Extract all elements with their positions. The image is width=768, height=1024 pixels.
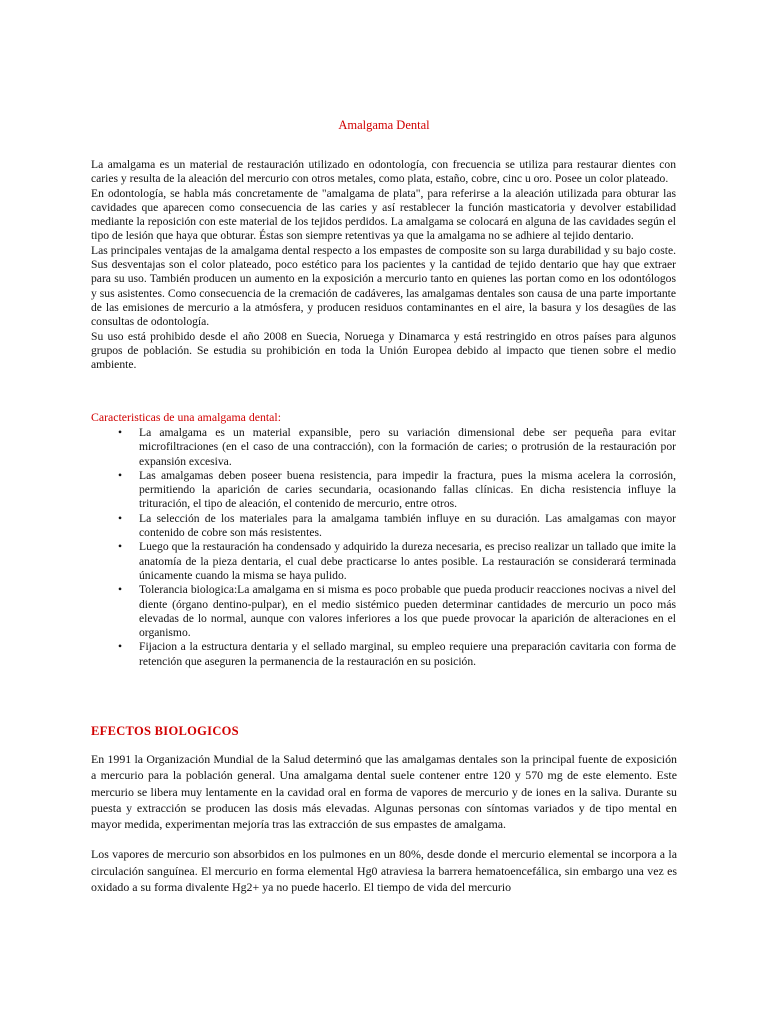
bullet-icon: •	[117, 426, 123, 439]
effects-section	[91, 751, 677, 895]
list-item	[91, 426, 676, 469]
bullet-icon: •	[117, 468, 123, 482]
list-item	[91, 640, 676, 669]
list-item-text: La amalgama es un material expansible, pero su variación dimensional debe ser pequeña para evitar microfiltraciones (en el caso de una contracción), con la formación de caries; o protrusión de la restauración por expansión excesiva.	[139, 426, 676, 468]
list-item	[91, 540, 676, 583]
bullet-icon: •	[117, 511, 123, 525]
bullet-icon: •	[117, 583, 123, 597]
bullet-icon: •	[117, 540, 123, 554]
intro-section	[91, 158, 676, 372]
list-item-text: Las amalgamas deben poseer buena resistencia, para impedir la fractura, pues la misma acelera la corrosión, permitiendo la aparición de caries secundaria, ocasionando fallas clínicas. En dicha resistencia influye la trituración, el tipo de aleación, el contenido de mercurio, entre otros.	[139, 468, 676, 511]
intro-paragraph: Su uso está prohibido desde el año 2008 en Suecia, Noruega y Dinamarca y está restringido en otros países para algunos grupos de población. Se estudia su prohibición en toda la Unión Europea debido al impacto que tienen sobre el medio ambiente.	[91, 329, 676, 372]
intro-paragraph: Las principales ventajas de la amalgama dental respecto a los empastes de composite son su larga durabilidad y su bajo coste. Sus desventajas son el color plateado, poco estético para los pacientes y la cantidad de tejido dentario que hay que extraer para su uso. También producen un aumento en la exposición a mercurio tanto en quienes las portan como en los odontólogos y sus asistentes. Como consecuencia de la cremación de cadáveres, las amalgamas dentales son causa de una parte importante de las emisiones de mercurio a la atmósfera, y producen residuos contaminantes en el aire, la basura y los desagües de las consultas de odontología.	[91, 243, 676, 329]
effects-heading: EFECTOS BIOLOGICOS	[91, 724, 239, 738]
list-item	[91, 469, 676, 512]
bullet-icon: •	[117, 640, 123, 654]
characteristics-heading: Caracteristicas de una amalgama dental:	[91, 410, 281, 424]
list-item-text: La selección de los materiales para la amalgama también influye en su duración. Las amalgamas con mayor contenido de cobre son más resistentes.	[139, 511, 676, 540]
list-item	[91, 583, 676, 640]
document-title: Amalgama Dental	[338, 118, 430, 132]
list-item-text: Tolerancia biologica:La amalgama en si misma es poco probable que pueda producir reacciones nocivas a nivel del diente (órgano dentino-pulpar), en el medio sistémico pueden determinar cantidades de mercurio un poco más elevadas de lo normal, aunque con valores inferiores a los que puede provocar la aparición de alteraciones en el organismo.	[139, 583, 676, 640]
list-item	[91, 512, 676, 541]
list-item-text: Luego que la restauración ha condensado y adquirido la dureza necesaria, es preciso realizar un tallado que imite la anatomía de la pieza dentaria, el cual debe practicarse lo antes posible. La restauración se considerará terminada únicamente cuando la misma se haya pulido.	[139, 540, 676, 582]
characteristics-list	[91, 426, 676, 669]
intro-paragraph: La amalgama es un material de restauración utilizado en odontología, con frecuencia se utiliza para restaurar dientes con caries y resulta de la aleación del mercurio con otros metales, como plata, estaño, cobre, cinc u oro. Posee un color plateado.	[91, 158, 676, 186]
list-item-text: Fijacion a la estructura dentaria y el sellado marginal, su empleo requiere una preparación cavitaria con forma de retención que aseguren la permanencia de la restauración en su posición.	[139, 640, 676, 668]
intro-paragraph: En odontología, se habla más concretamente de "amalgama de plata", para referirse a la aleación utilizada para obturar las cavidades que aparecen como consecuencia de las caries y así restablecer la función masticatoria y devolver estabilidad mediante la reposición con este material de los tejidos perdidos. La amalgama se colocará en alguna de las cavidades según el tipo de lesión que haya que obturar. Éstas son siempre retentivas ya que la amalgama no se adhiere al tejido dentario.	[91, 186, 676, 243]
effects-paragraph: Los vapores de mercurio son absorbidos en los pulmones en un 80%, desde donde el mercurio elemental se incorpora a la circulación sanguínea. El mercurio en forma elemental Hg0 atraviesa la barrera hematoencefálica, sin embargo una vez es oxidado a su forma divalente Hg2+ ya no puede hacerlo. El tiempo de vida del mercurio	[91, 847, 677, 895]
effects-paragraph: En 1991 la Organización Mundial de la Salud determinó que las amalgamas dentales son la principal fuente de exposición a mercurio para la población general. Una amalgama dental suele contener entre 120 y 570 mg de este elemento. Este mercurio se libera muy lentamente en la cavidad oral en forma de vapores de mercurio y de iones en la saliva. Durante su puesta y extracción se producen las dosis más elevadas. Algunas personas con síntomas variados y de tipo mental en mayor medida, experimentan mejoría tras las extracción de sus empastes de amalgama.	[91, 752, 677, 832]
